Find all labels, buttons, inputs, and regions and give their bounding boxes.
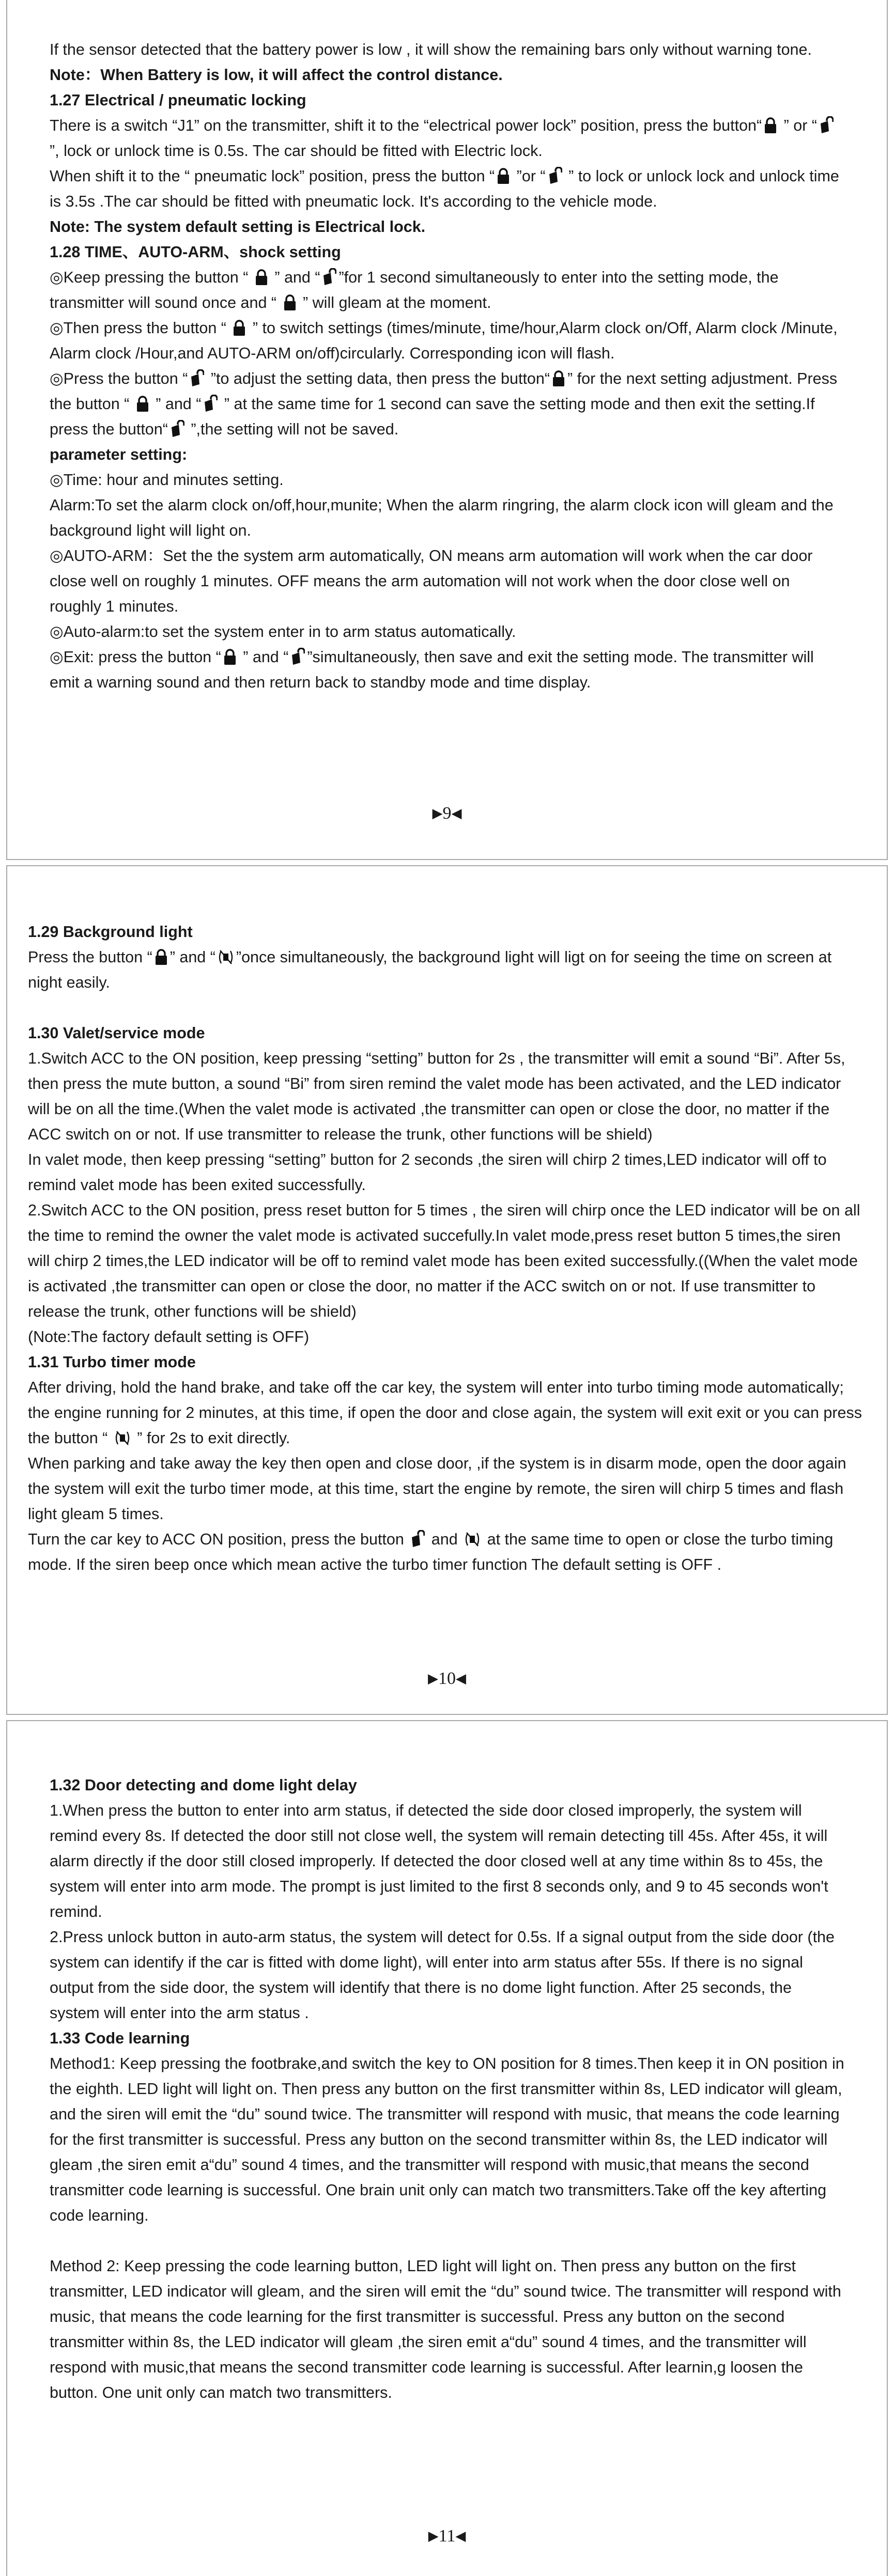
text-run: ” at the same time for 1 second can save the setting mode and then exit the setting.If press the button“ — [50, 395, 815, 438]
text-run: ”to adjust the setting data, then press the button“ — [206, 370, 550, 387]
text-run: ”for 1 second simultaneously to enter into the setting mode, the transmitter will sound once and “ — [50, 269, 779, 311]
text-run: When shift it to the “ pneumatic lock” position, press the button “ — [50, 167, 495, 185]
paragraph — [50, 164, 844, 214]
page-number — [7, 1668, 887, 1689]
page-number-value: 9 — [442, 804, 452, 823]
page-content — [50, 1773, 844, 2406]
paragraph — [28, 1375, 866, 1451]
section-heading: 1.32 Door detecting and dome light delay — [50, 1776, 357, 1794]
paragraph — [50, 645, 844, 695]
paragraph — [28, 945, 866, 995]
paragraph — [50, 366, 844, 442]
text-run: Turn the car key to ACC ON position, press the button — [28, 1531, 409, 1548]
text-run: ” and “ — [270, 269, 320, 286]
lock-closed-icon — [764, 117, 777, 134]
text-run: ”or “ — [512, 167, 546, 185]
page-number-value: 11 — [438, 2526, 456, 2546]
lock-closed-icon — [552, 370, 565, 387]
text-run: ”,the setting will not be saved. — [186, 420, 399, 438]
page-number — [7, 2526, 887, 2547]
paragraph: Method 2: Keep pressing the code learning button, LED light will light on. Then press any button on the first transmitter, LED indicator will gleam, and the siren will emit the “du” sound twice. The transmitter will respond with music, that means the code learning for the first transmitter is successful. Press any button on the second transmitter within 8s, the LED indicator will gleam ,the siren emit a“du” sound 4 times, and the transmitter will respond with music,that means the second transmitter code learning is successful. After learnin,g loosen the button. One unit only can match two transmitters. — [50, 2257, 841, 2401]
text-run: ” will gleam at the moment. — [298, 294, 491, 311]
lock-open-icon — [548, 167, 562, 184]
arrow-left-icon: ◀ — [451, 806, 462, 821]
paragraph: If the sensor detected that the battery power is low , it will show the remaining bars only without warning tone. — [50, 41, 812, 58]
paragraph — [50, 265, 844, 316]
lock-closed-icon — [223, 649, 237, 665]
note-text: Note：When Battery is low, it will affect the control distance. — [50, 66, 503, 84]
text-run: There is a switch “J1” on the transmitter, shift it to the “electrical power lock” position, press the button“ — [50, 117, 762, 134]
page-content — [50, 37, 844, 695]
text-run: ”simultaneously, then save and exit the setting mode. The transmitter will emit a warning sound and then return back to standby mode and time display. — [50, 648, 814, 691]
speaker-mute-icon — [464, 1531, 481, 1548]
lock-open-icon — [170, 420, 184, 438]
paragraph: Alarm:To set the alarm clock on/off,hour,munite; When the alarm ringring, the alarm clock icon will gleam and the background light will light on. — [50, 496, 834, 539]
arrow-right-icon: ▶ — [428, 1671, 438, 1686]
arrow-right-icon: ▶ — [432, 806, 443, 821]
section-heading: 1.33 Code learning — [50, 2029, 190, 2047]
text-run: ” for the next setting adjustment. Press the button “ — [50, 370, 838, 413]
text-run: ◎Then press the button “ — [50, 319, 231, 337]
paragraph: ◎AUTO-ARM：Set the the system arm automatically, ON means arm automation will work when the car door close well on roughly 1 minutes. OFF means the arm automation will not work when the door close well on roughly 1 minutes. — [50, 547, 813, 615]
lock-open-icon — [190, 369, 204, 387]
arrow-left-icon: ◀ — [456, 1671, 466, 1686]
paragraph-spacer — [50, 2228, 844, 2254]
note-text: parameter setting: — [50, 446, 188, 463]
text-run: Press the button “ — [28, 948, 152, 966]
speaker-mute-icon — [218, 949, 234, 965]
manual-page-9 — [6, 0, 888, 860]
paragraph: 2.Press unlock button in auto-arm status, the system will detect for 0.5s. If a signal output from the side door (the system can identify if the car is fitted with dome light), will enter into arm status after 55s. If there is no signal output from the side door, the system will identify that there is no dome light function. After 25 seconds, the system will enter into the arm status . — [50, 1928, 835, 2022]
text-run: ” or “ — [779, 117, 818, 134]
text-run: ◎Keep pressing the button “ — [50, 269, 253, 286]
speaker-mute-icon — [114, 1430, 131, 1446]
section-heading: 1.31 Turbo timer mode — [28, 1353, 196, 1371]
paragraph — [28, 1527, 866, 1578]
text-run: ”once simultaneously, the background light will ligt on for seeing the time on screen at night easily. — [28, 948, 832, 991]
lock-open-icon — [322, 268, 336, 286]
section-heading: 1.28 TIME、AUTO-ARM、shock setting — [50, 243, 341, 261]
text-run: ”, lock or unlock time is 0.5s. The car should be fitted with Electric lock. — [50, 142, 543, 160]
paragraph: 2.Switch ACC to the ON position, press reset button for 5 times , the siren will chirp once the LED indicator will be on all the time to remind the owner the valet mode is activated succefully.In valet mode,press reset button 5 times,the siren will chirp 2 times,the LED indicator will be off to remind valet mode has been exited successfully.((When the valet mode is activated ,the transmitter can open or close the door, no matter if the ACC switch on or not. If use transmitter to release the trunk, other functions will be shield) — [28, 1201, 860, 1320]
paragraph: Method1: Keep pressing the footbrake,and switch the key to ON position for 8 times.Then keep it in ON position in the eighth. LED light will light on. Then press any button on the first transmitter within 8s, LED indicator will gleam, and the siren will emit the “du” sound twice. The transmitter will respond with music, that means the code learning for the first transmitter is successful. Press any button on the second transmitter within 8s, the LED indicator will gleam ,the siren emit a“du” sound 4 times, and the transmitter will respond with music,that means the second transmitter code learning is successful. One brain unit only can match two transmitters.Take off the key afterting code learning. — [50, 2055, 844, 2224]
text-run: ” and “ — [169, 948, 215, 966]
text-run: ◎Exit: press the button “ — [50, 648, 221, 666]
page-number — [7, 803, 887, 824]
text-run: After driving, hold the hand brake, and take off the car key, the system will enter into turbo timing mode automatically; the engine running for 2 minutes, at this time, if open the door and close again, the system will exit exit or you can press the button “ — [28, 1379, 862, 1447]
section-heading: 1.29 Background light — [28, 923, 193, 941]
text-run: ” and “ — [238, 648, 289, 666]
text-run: ” and “ — [151, 395, 202, 413]
lock-open-icon — [203, 395, 218, 412]
lock-closed-icon — [155, 949, 168, 965]
lock-closed-icon — [283, 294, 297, 311]
paragraph — [50, 316, 844, 366]
lock-closed-icon — [233, 320, 246, 336]
paragraph — [50, 113, 844, 164]
text-run: ” for 2s to exit directly. — [132, 1429, 290, 1447]
paragraph: In valet mode, then keep pressing “setting” button for 2 seconds ,the siren will chirp 2 times,LED indicator will off to remind valet mode has been exited successfully. — [28, 1151, 827, 1194]
section-heading: 1.27 Electrical / pneumatic locking — [50, 91, 306, 109]
paragraph: ◎Time: hour and minutes setting. — [50, 471, 284, 489]
text-run: ◎Press the button “ — [50, 370, 188, 387]
lock-closed-icon — [497, 168, 510, 184]
paragraph: ◎Auto-alarm:to set the system enter in to arm status automatically. — [50, 623, 516, 641]
page-number-value: 10 — [438, 1669, 456, 1688]
text-run: at the same time to open or close the turbo timing mode. If the siren beep once which mean active the turbo timer function The default setting is OFF . — [28, 1531, 834, 1573]
text-run: and — [427, 1531, 463, 1548]
lock-open-icon — [410, 1530, 425, 1548]
section-heading: 1.30 Valet/service mode — [28, 1024, 205, 1042]
paragraph-spacer — [28, 995, 866, 1021]
arrow-right-icon: ▶ — [428, 2528, 439, 2543]
manual-page-10 — [6, 865, 888, 1715]
lock-closed-icon — [255, 269, 268, 286]
arrow-left-icon: ◀ — [455, 2528, 466, 2543]
text-run: ” to switch settings (times/minute, time/hour,Alarm clock on/Off, Alarm clock /Minute, Alarm clock /Hour,and AUTO-ARM on/off)circularly. Corresponding icon will flash. — [50, 319, 838, 362]
lock-open-icon — [819, 116, 834, 134]
paragraph: (Note:The factory default setting is OFF) — [28, 1328, 310, 1346]
text-run: ” to lock or unlock lock and unlock time is 3.5s .The car should be fitted with pneumatic lock. It's according to the vehicle mode. — [50, 167, 839, 210]
note-text: Note: The system default setting is Electrical lock. — [50, 218, 426, 236]
paragraph: 1.Switch ACC to the ON position, keep pressing “setting” button for 2s , the transmitter will emit a sound “Bi”. After 5s, then press the mute button, a sound “Bi” from siren remind the valet mode has been activated, and the LED indicator will be on all the time.(When the valet mode is activated ,the transmitter can open or close the door, no matter if the ACC switch on or not. If use transmitter to release the trunk, other functions will be shield) — [28, 1050, 845, 1143]
page-content — [28, 919, 866, 1578]
paragraph: When parking and take away the key then open and close door, ,if the system is in disarm mode, open the door again the system will exit the turbo timer mode, at this time, start the engine by remote, the siren will chirp 5 times and flash light gleam 5 times. — [28, 1455, 846, 1523]
manual-page-11 — [6, 1720, 888, 2576]
lock-closed-icon — [136, 396, 149, 412]
paragraph: 1.When press the button to enter into arm status, if detected the side door closed improperly, the system will remind every 8s. If detected the door still not close well, the system will remain detecting till 45s. After 45s, it will alarm directly if the door still closed improperly. If detected the door closed well at any time within 8s to 45s, the system will enter into arm mode. The prompt is just limited to the first 8 seconds only, and 9 to 45 seconds won't remind. — [50, 1802, 828, 1921]
lock-open-icon — [290, 648, 305, 665]
